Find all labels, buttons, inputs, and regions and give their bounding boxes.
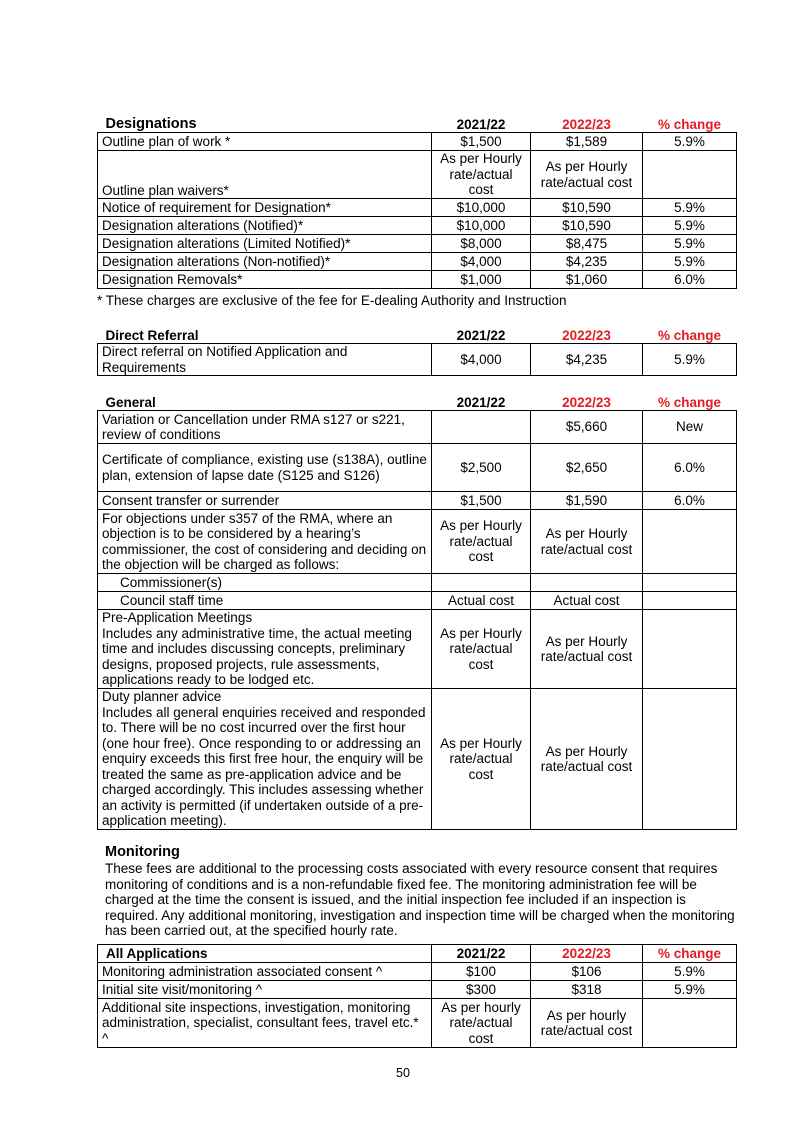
row-2021: As per hourly rate/actual cost xyxy=(432,999,531,1048)
row-change xyxy=(643,510,737,574)
row-change xyxy=(643,574,737,592)
row-2021: $8,000 xyxy=(432,235,531,253)
row-2022: $4,235 xyxy=(531,344,643,376)
row-desc: Designation alterations (Non-notified)* xyxy=(98,253,432,271)
table-header-row xyxy=(98,115,737,133)
direct-referral-table xyxy=(97,326,737,376)
col-2021: 2021/22 xyxy=(432,326,531,344)
table-row xyxy=(98,199,737,217)
col-change: % change xyxy=(643,393,737,411)
table-row xyxy=(98,217,737,235)
row-desc: Council staff time xyxy=(98,592,432,610)
col-change: % change xyxy=(643,326,737,344)
row-2021: $1,000 xyxy=(432,271,531,289)
row-desc: Direct referral on Notified Application and Requirements xyxy=(98,344,432,376)
row-change: 6.0% xyxy=(643,444,737,492)
table-row xyxy=(98,592,737,610)
row-desc: Duty planner advice Includes all general enquiries received and responded to. There will be no cost incurred over the first hour (one hour free). Once responding to or addressing an enquiry exceeds this first free hour, the enquiry will be treated the same as pre-application advice and be charged accordingly. This includes assessing whether an activity is permitted (if undertaken outside of a pre-application meeting). xyxy=(98,689,432,830)
row-change: 5.9% xyxy=(643,217,737,235)
table-row xyxy=(98,235,737,253)
direct-referral-title: Direct Referral xyxy=(98,326,432,344)
row-change xyxy=(643,999,737,1048)
row-2022: As per Hourly rate/actual cost xyxy=(531,610,643,689)
row-2021: $4,000 xyxy=(432,253,531,271)
row-2021 xyxy=(432,411,531,444)
row-desc: Monitoring administration associated consent ^ xyxy=(98,963,432,981)
row-2022: $1,060 xyxy=(531,271,643,289)
row-desc: Designation alterations (Notified)* xyxy=(98,217,432,235)
table-row xyxy=(98,610,737,689)
designations-title: Designations xyxy=(98,115,432,133)
row-2022: $8,475 xyxy=(531,235,643,253)
all-applications-title: All Applications xyxy=(98,945,432,963)
col-2022: 2022/23 xyxy=(531,115,643,133)
row-desc: Commissioner(s) xyxy=(98,574,432,592)
table-row xyxy=(98,411,737,444)
all-applications-table xyxy=(97,944,737,1048)
row-desc: Additional site inspections, investigation, monitoring administration, specialist, consultant fees, travel etc.* ^ xyxy=(98,999,432,1048)
row-2022: $10,590 xyxy=(531,217,643,235)
general-table xyxy=(97,393,737,830)
col-2022: 2022/23 xyxy=(531,326,643,344)
table-row xyxy=(98,492,737,510)
col-2021: 2021/22 xyxy=(432,115,531,133)
row-change: 5.9% xyxy=(643,133,737,151)
row-2021: $4,000 xyxy=(432,344,531,376)
row-2022: Actual cost xyxy=(531,592,643,610)
table-row xyxy=(98,963,737,981)
row-change xyxy=(643,151,737,199)
table-row xyxy=(98,981,737,999)
row-desc: For objections under s357 of the RMA, where an objection is to be considered by a hearing’s commissioner, the cost of considering and deciding on the objection will be charged as follows: xyxy=(98,510,432,574)
row-desc: Consent transfer or surrender xyxy=(98,492,432,510)
col-2022: 2022/23 xyxy=(531,945,643,963)
table-row xyxy=(98,999,737,1048)
row-desc: Notice of requirement for Designation* xyxy=(98,199,432,217)
row-2021: $2,500 xyxy=(432,444,531,492)
row-2021: As per Hourly rate/actual cost xyxy=(432,689,531,830)
table-row xyxy=(98,344,737,376)
table-header-row xyxy=(98,393,737,411)
row-2021 xyxy=(432,574,531,592)
table-row xyxy=(98,510,737,574)
row-desc: Pre-Application Meetings Includes any administrative time, the actual meeting time and includes discussing concepts, preliminary designs, proposed projects, rule assessments, applications ready to be lodged etc. xyxy=(98,610,432,689)
row-2022: $2,650 xyxy=(531,444,643,492)
monitoring-heading: Monitoring xyxy=(105,844,180,860)
table-row xyxy=(98,271,737,289)
row-desc: Outline plan of work * xyxy=(98,133,432,151)
row-2021: As per Hourly rate/actual cost xyxy=(432,610,531,689)
row-2021: $10,000 xyxy=(432,217,531,235)
row-change: 5.9% xyxy=(643,235,737,253)
table-row xyxy=(98,133,737,151)
row-2022: As per Hourly rate/actual cost xyxy=(531,151,643,199)
row-change xyxy=(643,610,737,689)
col-change: % change xyxy=(643,945,737,963)
row-2021: As per Hourly rate/actual cost xyxy=(432,151,531,199)
row-change: 5.9% xyxy=(643,981,737,999)
row-change xyxy=(643,592,737,610)
monitoring-paragraph: These fees are additional to the processing costs associated with every resource consent that requires monitoring of conditions and is a non-refundable fixed fee. The monitoring administration fee will be charged at the time the consent is issued, and the initial inspection fee included if an inspection is required. Any additional monitoring, investigation and inspection time will be charged when the monitoring has been carried out, at the specified hourly rate. xyxy=(105,861,735,939)
row-2022: $5,660 xyxy=(531,411,643,444)
row-2021: As per Hourly rate/actual cost xyxy=(432,510,531,574)
row-change: 6.0% xyxy=(643,492,737,510)
col-2021: 2021/22 xyxy=(432,393,531,411)
designations-footnote: * These charges are exclusive of the fee for E-dealing Authority and Instruction xyxy=(97,293,567,308)
table-row xyxy=(98,574,737,592)
row-2022: $106 xyxy=(531,963,643,981)
table-row xyxy=(98,253,737,271)
table-header-row xyxy=(98,326,737,344)
row-2021: $1,500 xyxy=(432,133,531,151)
general-title: General xyxy=(98,393,432,411)
row-desc: Certificate of compliance, existing use (s138A), outline plan, extension of lapse date (S125 and S126) xyxy=(98,444,432,492)
table-row xyxy=(98,444,737,492)
row-2021: $1,500 xyxy=(432,492,531,510)
row-change: 5.9% xyxy=(643,199,737,217)
row-change: 5.9% xyxy=(643,253,737,271)
row-desc: Designation Removals* xyxy=(98,271,432,289)
table-header-row xyxy=(98,945,737,963)
col-2021: 2021/22 xyxy=(432,945,531,963)
row-2021: $10,000 xyxy=(432,199,531,217)
table-row xyxy=(98,689,737,830)
row-2022: As per Hourly rate/actual cost xyxy=(531,510,643,574)
page-number: 50 xyxy=(396,1066,410,1080)
row-change: 6.0% xyxy=(643,271,737,289)
row-2021: Actual cost xyxy=(432,592,531,610)
row-change: 5.9% xyxy=(643,344,737,376)
row-2021: $300 xyxy=(432,981,531,999)
row-desc: Designation alterations (Limited Notified)* xyxy=(98,235,432,253)
designations-table xyxy=(97,115,737,289)
row-2021: $100 xyxy=(432,963,531,981)
row-2022 xyxy=(531,574,643,592)
row-desc: Outline plan waivers* xyxy=(98,151,432,199)
col-change: % change xyxy=(643,115,737,133)
row-change xyxy=(643,689,737,830)
row-2022: $10,590 xyxy=(531,199,643,217)
row-desc: Variation or Cancellation under RMA s127 or s221, review of conditions xyxy=(98,411,432,444)
row-2022: $1,589 xyxy=(531,133,643,151)
col-2022: 2022/23 xyxy=(531,393,643,411)
row-2022: $318 xyxy=(531,981,643,999)
row-2022: $1,590 xyxy=(531,492,643,510)
row-change: 5.9% xyxy=(643,963,737,981)
row-desc: Initial site visit/monitoring ^ xyxy=(98,981,432,999)
row-change: New xyxy=(643,411,737,444)
row-2022: As per hourly rate/actual cost xyxy=(531,999,643,1048)
row-2022: As per Hourly rate/actual cost xyxy=(531,689,643,830)
row-2022: $4,235 xyxy=(531,253,643,271)
table-row xyxy=(98,151,737,199)
